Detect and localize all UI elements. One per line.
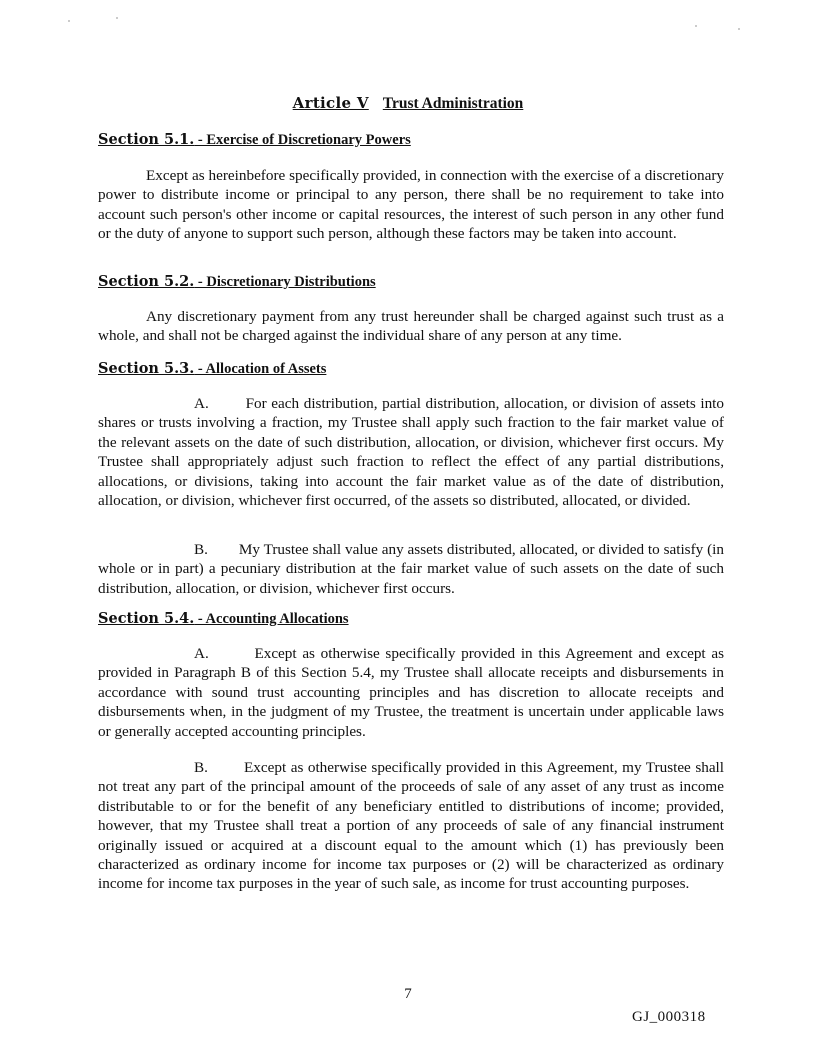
paragraph: A. Except as otherwise specifically provided in this Agreement and except as provided in Paragraph B of this Section 5.4, my Trustee shall allocate receipts and disbursements in accordance with sound trust accounting principles and has discretion to allocate receipts and disbursements when, in the judgment of my Trustee, the treatment is uncertain under applicable laws or generally accepted accounting principles. [98, 645, 724, 740]
article-number: Article V [292, 94, 369, 112]
scan-speck [695, 25, 697, 27]
bates-number: GJ_000318 [632, 1009, 706, 1025]
section-number: Section 5.2. [98, 273, 195, 290]
section-title: - Exercise of Discretionary Powers [194, 132, 411, 148]
scan-speck [68, 20, 70, 22]
section-number: Section 5.3. [98, 360, 195, 377]
section-heading [98, 273, 376, 291]
paragraph: A. For each distribution, partial distribution, allocation, or division of assets into shares or trusts involving a fraction, my Trustee shall apply such fraction to the fair market value of the relevant assets on the date of such distribution, allocation, or division, whichever first occurs. My Trustee shall appropriately adjust such fraction to reflect the effect of any partial distributions, allocations, or divisions, taking into account the fair market value as of the date of distribution, allocation, or division, whichever first occurred, of the assets so distributed, allocated, or divided. [98, 395, 724, 510]
section-heading [98, 131, 411, 149]
paragraph: B. My Trustee shall value any assets distributed, allocated, or divided to satisfy (in whole or in part) a pecuniary distribution at the fair market value of such assets on the date of such distribution, allocation, or division, whichever first occurs. [98, 541, 724, 597]
section-heading [98, 610, 349, 628]
section-number: Section 5.4. [98, 610, 195, 627]
page-number: 7 [404, 986, 412, 1002]
paragraph: B. Except as otherwise specifically provided in this Agreement, my Trustee shall not treat any part of the principal amount of the proceeds of sale of any asset of any trust as income distributable to or for the benefit of any beneficiary entitled to distributions of income; provided, however, that my Trustee shall treat a portion of any proceeds of sale of any financial instrument originally issued or acquired at a discount equal to the amount which (1) has previously been characterized as ordinary income for income tax purposes or (2) will be characterized as ordinary income for income tax purposes in the year of such sale, as income for trust accounting purposes. [98, 759, 724, 893]
section-number: Section 5.1. [98, 131, 195, 148]
section-title: - Accounting Allocations [194, 611, 349, 627]
article-heading [0, 94, 816, 113]
scan-speck [116, 17, 118, 19]
paragraph: Any discretionary payment from any trust hereunder shall be charged against such trust as a whole, and shall not be charged against the individual share of any person at any time. [98, 308, 724, 345]
section-heading [98, 360, 326, 378]
section-title: - Allocation of Assets [194, 361, 327, 377]
paragraph: Except as hereinbefore specifically provided, in connection with the exercise of a discretionary power to distribute income or principal to any person, there shall be no requirement to take into account such person's other income or capital resources, the interest of such person in any other fund or the duty of anyone to support such person, although these factors may be taken into account. [98, 167, 724, 243]
article-title: Trust Administration [382, 95, 524, 112]
section-title: - Discretionary Distributions [194, 274, 376, 290]
scan-speck [738, 28, 740, 30]
